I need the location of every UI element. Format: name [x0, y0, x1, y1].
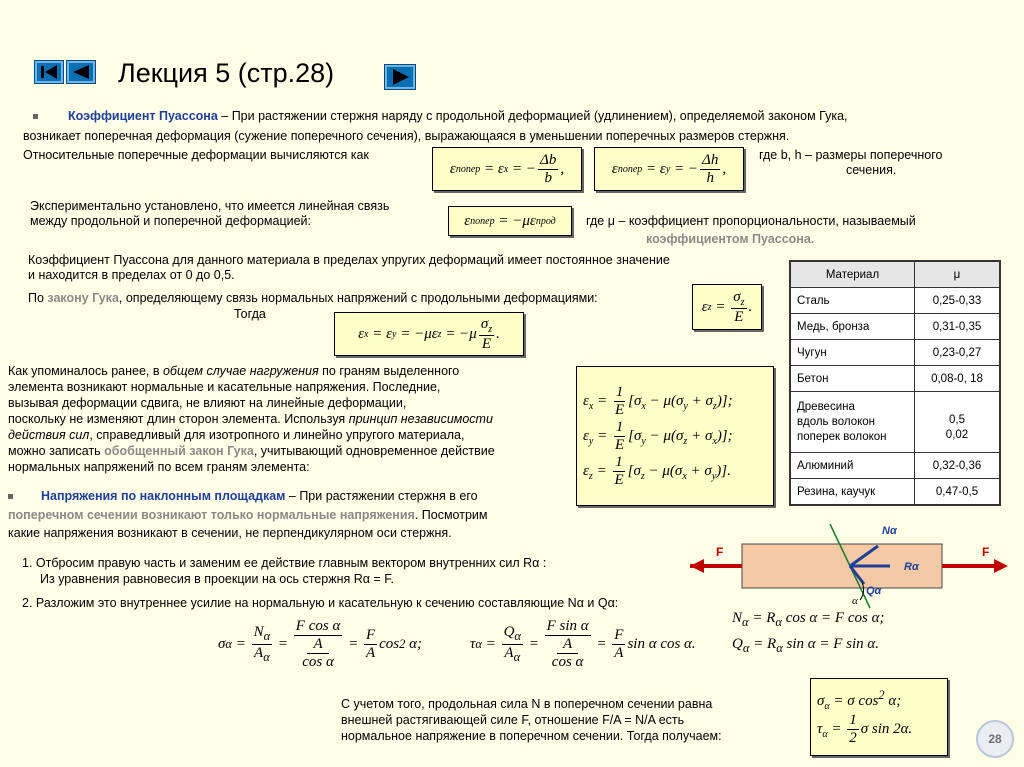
table-cell-mu: 0,32-0,36	[915, 453, 1001, 479]
para2-line1: Экспериментально установлено, что имеется линейная связь	[30, 199, 390, 213]
table-header-row	[790, 261, 1000, 288]
formula-sigma-alpha: σ α = $\frac{N_\alpha}{A_\alpha}$ = F cos α A cos α = $\frac{F}{A}$ cos 2 α;	[218, 618, 422, 670]
para1-note2: сечения.	[846, 163, 897, 177]
table-row	[790, 392, 1000, 453]
para1-line3: Относительные поперечные деформации вычисляются как	[23, 148, 369, 162]
alpha-label: α	[852, 595, 858, 607]
table-cell-material: Резина, каучук	[790, 479, 915, 506]
para2-note1: где μ – коэффициент пропорциональности, называемый	[586, 214, 916, 228]
para4-l4-em: принцип независимости	[348, 412, 493, 426]
generalized-hooke-link: обобщенный закон Гука	[104, 444, 254, 458]
para4-line6	[8, 444, 495, 459]
para4-l1-em: общем случае нагружения	[162, 364, 319, 378]
para3-line2: и находится в пределах от 0 до 0,5.	[28, 268, 235, 282]
table-row	[790, 479, 1000, 506]
formula-hooke-law: ε z = $\frac{\sigma_z}{E}$ .	[692, 284, 762, 330]
para6-line1: С учетом того, продольная сила N в поперечном сечении равна	[341, 697, 713, 711]
table-row	[790, 340, 1000, 366]
table-cell-material: Чугун	[790, 340, 915, 366]
para2-note2: коэффициентом Пуассона.	[646, 232, 815, 246]
para5-line1	[8, 489, 478, 504]
para5-l1-rest: – При растяжении стержня в его	[285, 489, 478, 503]
para3-line3-rest: , определяющему связь нормальных напряжений с продольными деформациями:	[118, 291, 598, 305]
triangle-right-icon	[385, 65, 415, 89]
hooke-law-link: закону Гука	[47, 291, 119, 305]
first-slide-button[interactable]	[34, 60, 64, 84]
para5-l2-rest: . Посмотрим	[414, 508, 488, 522]
force-right-label: F	[982, 545, 990, 559]
para4-l4-pre: поскольку не изменяют длин сторон элемента. Используя	[8, 412, 349, 426]
table-header-mu: μ	[915, 261, 1001, 288]
para4-line5	[8, 428, 464, 443]
page-title: Лекция 5 (стр.28)	[118, 58, 335, 88]
term-inclined-stress: Напряжения по наклонным площадкам	[41, 489, 286, 503]
para1-line1-text: – При растяжении стержня наряду с продольной деформацией (удлинением), определяемой законом Гука,	[217, 109, 848, 123]
table-cell-mu: 0,47-0,5	[915, 479, 1001, 506]
table-row	[790, 366, 1000, 392]
formula-generalized-hooke: $\varepsilon_x$ = $\frac{1}{E}$ $[\sigma_x - \mu(\sigma_y + \sigma_z)]$; $\varepsilon_y$ = $\frac{1}{E}$ $[\sigma_y - \mu(\sigma_z + \sigma_x)]$; $\varepsilon_z$ = $\frac{1}{E}$ $[\sigma_z - \mu(\sigma_x + \sigma_y)]$.	[576, 366, 774, 506]
table-row	[790, 453, 1000, 479]
table-cell-material: Бетон	[790, 366, 915, 392]
table-cell-material: Алюминий	[790, 453, 915, 479]
wood-label: Древесина	[797, 400, 855, 413]
para3-line4: Тогда	[234, 307, 266, 321]
step1-line2: Из уравнения равновесия в проекции на ось стержня Rα = F.	[40, 572, 394, 586]
wood-across-mu: 0,02	[945, 429, 969, 441]
term-poisson: Коэффициент Пуассона	[68, 109, 218, 123]
formula-transverse-strain-b: ε попер = ε x = − $\frac{\Delta b}{b}$ ,	[432, 147, 582, 191]
previous-slide-button[interactable]	[66, 60, 96, 84]
para4-line4	[8, 412, 493, 427]
formula-transverse-strain-h: ε попер = ε y = − $\frac{\Delta h}{h}$ ,	[594, 147, 744, 191]
table-cell-mu: 0,25-0,33	[915, 288, 1001, 314]
table-cell-mu: 0,23-0,27	[915, 340, 1001, 366]
para4-l1-pre: Как упоминалось ранее, в	[8, 364, 163, 378]
n-label: Nα	[882, 525, 897, 537]
step2-line: 2. Разложим это внутреннее усилие на нормальную и касательную к сечению составляющие Nα и Qα:	[22, 596, 619, 610]
para1-line1	[33, 109, 848, 124]
force-left-label: F	[716, 545, 724, 559]
r-label: Rα	[904, 561, 919, 573]
table-cell-material: Сталь	[790, 288, 915, 314]
para3-line3-pre: По	[28, 291, 48, 305]
para4-l6-rest: , учитывающий одновременное действие	[253, 444, 495, 458]
para4-l1-rest: по граням выделенного	[318, 364, 460, 378]
q-label: Qα	[866, 585, 882, 597]
page-number-badge: 28	[976, 720, 1014, 758]
inclined-section-diagram	[690, 520, 1014, 615]
para4-l6-pre: можно записать	[8, 444, 105, 458]
bullet-icon	[8, 494, 13, 499]
table-cell-mu: 0,31-0,35	[915, 314, 1001, 340]
para5-l2-gray: поперечном сечении возникают только нормальные напряжения	[8, 508, 415, 522]
para5-line3: какие напряжения возникают в сечении, не перпендикулярном оси стержня.	[8, 526, 452, 540]
para4-line7: нормальных напряжений по всем граням элемента:	[8, 460, 310, 474]
wood-along-mu: 0,5	[949, 414, 965, 426]
table-header-material: Материал	[790, 261, 915, 288]
next-slide-button[interactable]	[384, 64, 416, 90]
triangle-left-icon	[67, 61, 95, 83]
arrowhead-left-icon	[690, 559, 704, 573]
para1-line2: возникает поперечная деформация (сужение поперечного сечения), выражающаяся в уменьшении поперечных размеров стержня.	[23, 129, 790, 143]
para4-l5-em: действия сил	[8, 428, 90, 442]
wood-along-label: вдоль волокон	[797, 415, 875, 428]
table-row	[790, 314, 1000, 340]
table-row	[790, 288, 1000, 314]
para4-l5-rest: , справедливый для изотропного и линейно упругого материала,	[89, 428, 465, 442]
formula-transverse-via-stress: ε x = ε y = −με z = −μ $\frac{\sigma_z}{E}$ .	[334, 312, 524, 356]
skip-back-icon	[35, 61, 63, 83]
para6-line3: нормальное напряжение в поперечном сечении. Тогда получаем:	[341, 729, 722, 743]
para4-line2: элемента возникают нормальные и касательные напряжения. Последние,	[8, 380, 441, 394]
wood-across-label: поперек волокон	[797, 430, 887, 443]
para6-line2: внешней растягивающей силе F, отношение F/A = N/A есть	[341, 713, 685, 727]
poisson-ratio-table	[789, 260, 1001, 506]
table-cell-mu: 0,08-0, 18	[915, 366, 1001, 392]
arrowhead-right-icon	[994, 559, 1008, 573]
para5-line2	[8, 508, 487, 523]
table-cell-material	[790, 392, 915, 453]
formula-poisson-relation: ε попер = −με прод	[448, 206, 572, 236]
para2-line2: между продольной и поперечной деформацией:	[30, 214, 312, 228]
formula-final-stresses: $\sigma_\alpha = \sigma$ $\cos^2 \alpha$; $\tau_\alpha$ = $\frac{1}{2}$ σ sin 2α.	[810, 678, 948, 756]
table-cell-material: Медь, бронза	[790, 314, 915, 340]
para3-line3	[28, 291, 598, 306]
bullet-icon	[33, 114, 38, 119]
para1-note1: где b, h – размеры поперечного	[759, 148, 943, 162]
formula-tau-alpha: τ α = $\frac{Q_\alpha}{A_\alpha}$ = F sin α A cos α = $\frac{F}{A}$ sin α cos α.	[470, 618, 696, 670]
formula-n-alpha: $N_\alpha = R_\alpha$ cos α = F cos α;	[732, 610, 885, 629]
para4-line1	[8, 364, 459, 379]
para3-line1: Коэффициент Пуассона для данного материала в пределах упругих деформаций имеет постоянное значение	[28, 253, 670, 267]
step1-line1: 1. Отбросим правую часть и заменим ее действие главным вектором внутренних сил Rα :	[22, 556, 547, 570]
table-cell-mu	[915, 392, 1001, 453]
formula-q-alpha: $Q_\alpha = R_\alpha$ sin α = F sin α.	[732, 636, 880, 655]
para4-line3: вызывая деформации сдвига, не влияют на линейные деформации,	[8, 396, 407, 410]
